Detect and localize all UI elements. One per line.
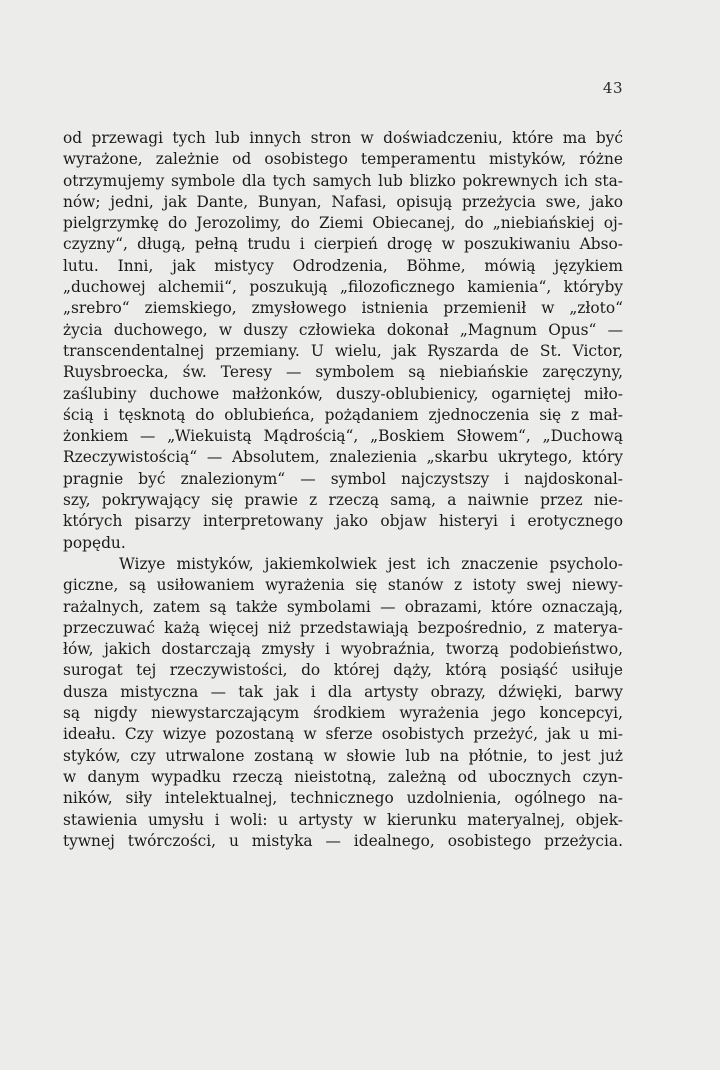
text-line: żonkiem — „Wiekuistą Mądrością“, „Boskiem Słowem“, „Duchową bbox=[63, 427, 623, 446]
text-line: surogat tej rzeczywistości, do której dąży, którą posiąść usiłuje bbox=[63, 661, 623, 680]
text-line: ścią i tęsknotą do oblubieńca, pożądaniem zjednoczenia się z mał- bbox=[63, 405, 623, 424]
text-line: tywnej twórczości, u mistyka — idealnego, osobistego przeżycia. bbox=[63, 831, 623, 850]
text-line: otrzymujemy symbole dla tych samych lub blizko pokrewnych ich sta- bbox=[63, 171, 623, 190]
text-line: popędu. bbox=[63, 533, 126, 552]
text-line: są nigdy niewystarczającym środkiem wyrażenia jego koncepcyi, bbox=[63, 704, 623, 723]
text-line: w danym wypadku rzeczą nieistotną, zależną od ubocznych czyn- bbox=[63, 767, 623, 786]
text-line: Wizye mistyków, jakiemkolwiek jest ich znaczenie psycholo- bbox=[119, 554, 623, 573]
text-line: rażalnych, zatem są także symbolami — obrazami, które oznaczają, bbox=[63, 597, 623, 616]
text-line: nów; jedni, jak Dante, Bunyan, Nafasi, opisują przeżycia swe, jako bbox=[63, 192, 623, 211]
text-line: dusza mistyczna — tak jak i dla artysty obrazy, dźwięki, barwy bbox=[63, 682, 623, 701]
text-line: lutu. Inni, jak mistycy Odrodzenia, Böhme, mówią językiem bbox=[63, 256, 623, 275]
text-line: szy, pokrywający się prawie z rzeczą samą, a naiwnie przez nie- bbox=[63, 491, 623, 510]
text-line: ników, siły intelektualnej, technicznego uzdolnienia, ogólnego na- bbox=[63, 789, 623, 808]
text-line: wyrażone, zależnie od osobistego temperamentu mistyków, różne bbox=[63, 150, 623, 169]
text-line: giczne, są usiłowaniem wyrażenia się stanów z istoty swej niewy- bbox=[63, 576, 623, 595]
text-line: czyzny“, długą, pełną trudu i cierpień drogę w poszukiwaniu Abso- bbox=[63, 235, 623, 254]
text-line: od przewagi tych lub innych stron w doświadczeniu, które ma być bbox=[63, 129, 623, 147]
text-line: ideału. Czy wizye pozostaną w sferze osobistych przeżyć, jak u mi- bbox=[63, 725, 623, 744]
text-line: „duchowej alchemii“, poszukują „filozoficznego kamienia“, któryby bbox=[63, 278, 623, 297]
text-line: przeczuwać każą więcej niż przedstawiają bezpośrednio, z materya- bbox=[63, 618, 623, 637]
page-number: 43 bbox=[602, 79, 623, 97]
text-line: styków, czy utrwalone zostaną w słowie lub na płótnie, to jest już bbox=[63, 746, 623, 765]
body-text bbox=[63, 128, 623, 852]
text-line: zaślubiny duchowe małżonków, duszy-oblubienicy, ogarniętej miło- bbox=[63, 384, 623, 403]
text-line: życia duchowego, w duszy człowieka dokonał „Magnum Opus“ — bbox=[63, 320, 623, 339]
text-line: pielgrzymkę do Jerozolimy, do Ziemi Obiecanej, do „niebiańskiej oj- bbox=[63, 214, 623, 233]
text-line: łów, jakich dostarczają zmysły i wyobraźnia, tworzą podobieństwo, bbox=[63, 640, 623, 659]
text-line: Rzeczywistością“ — Absolutem, znalezienia „skarbu ukrytego, który bbox=[63, 448, 623, 467]
text-line: transcendentalnej przemiany. U wielu, jak Ryszarda de St. Victor, bbox=[63, 341, 623, 360]
text-line: pragnie być znalezionym“ — symbol najczystszy i najdoskonal- bbox=[63, 469, 623, 488]
text-line: „srebro“ ziemskiego, zmysłowego istnienia przemienił w „złoto“ bbox=[63, 299, 623, 318]
text-line: których pisarzy interpretowany jako objaw histeryi i erotycznego bbox=[63, 512, 623, 531]
text-line: Ruysbroecka, św. Teresy — symbolem są niebiańskie zaręczyny, bbox=[63, 363, 623, 382]
text-line: stawienia umysłu i woli: u artysty w kierunku materyalnej, objek- bbox=[63, 810, 623, 829]
